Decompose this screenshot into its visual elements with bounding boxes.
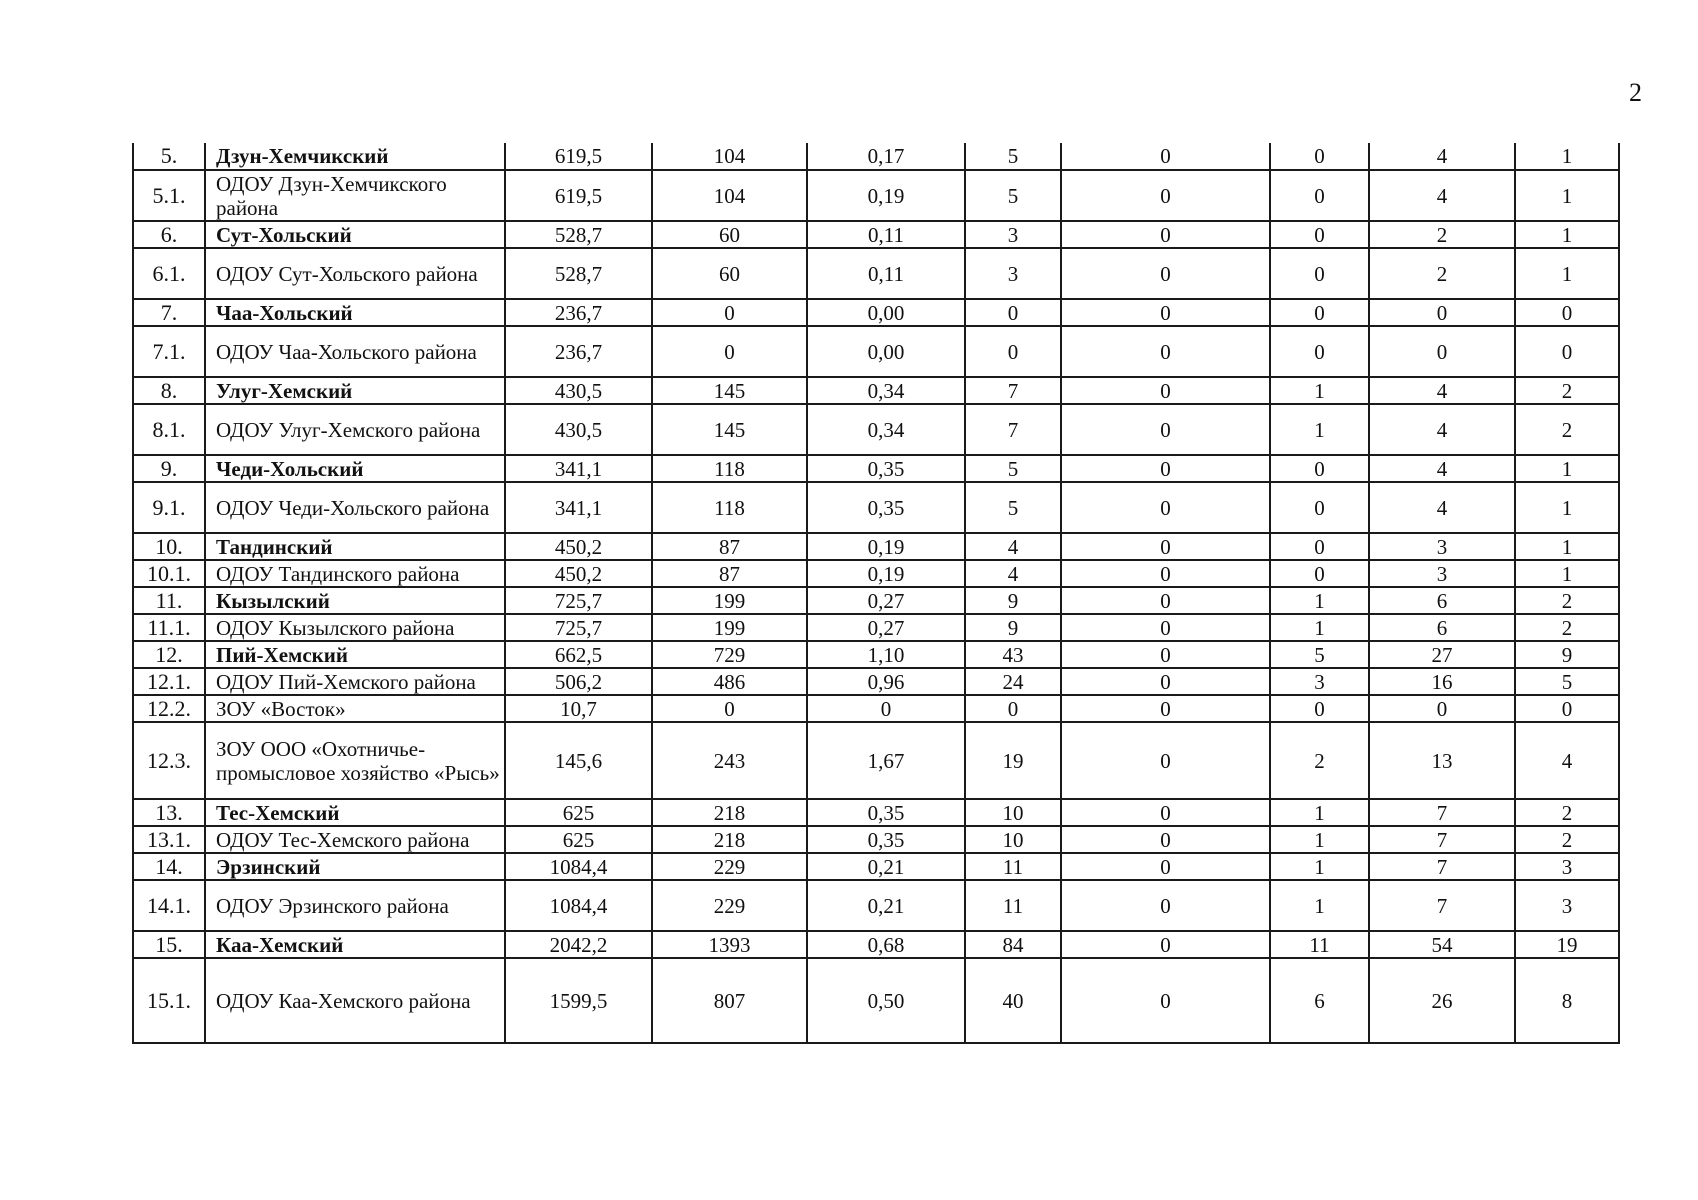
district-name-cell: Чаа-Хольский bbox=[205, 299, 505, 326]
value-cell: 0 bbox=[1369, 326, 1515, 377]
value-cell: 3 bbox=[965, 248, 1061, 299]
page-number: 2 bbox=[1629, 78, 1642, 107]
value-cell: 0 bbox=[1061, 931, 1270, 958]
value-cell: 0,68 bbox=[807, 931, 965, 958]
value-cell: 3 bbox=[965, 221, 1061, 248]
value-cell: 0,35 bbox=[807, 455, 965, 482]
value-cell: 4 bbox=[965, 560, 1061, 587]
value-cell: 0,21 bbox=[807, 853, 965, 880]
value-cell: 0,34 bbox=[807, 404, 965, 455]
value-cell: 0 bbox=[1061, 455, 1270, 482]
value-cell: 10 bbox=[965, 799, 1061, 826]
value-cell: 26 bbox=[1369, 958, 1515, 1043]
value-cell: 5 bbox=[1270, 641, 1369, 668]
value-cell: 9 bbox=[1515, 641, 1619, 668]
row-number-cell: 10. bbox=[133, 533, 205, 560]
district-name-cell: ОДОУ Дзун-Хемчикского района bbox=[205, 170, 505, 221]
table-row bbox=[133, 170, 1619, 221]
value-cell: 2 bbox=[1515, 404, 1619, 455]
district-name-cell: ОДОУ Тес-Хемского района bbox=[205, 826, 505, 853]
value-cell: 0,35 bbox=[807, 482, 965, 533]
value-cell: 0 bbox=[1369, 695, 1515, 722]
value-cell: 104 bbox=[652, 143, 807, 170]
value-cell: 9 bbox=[965, 587, 1061, 614]
value-cell: 1 bbox=[1270, 377, 1369, 404]
table-row bbox=[133, 482, 1619, 533]
table-row bbox=[133, 853, 1619, 880]
value-cell: 1 bbox=[1270, 799, 1369, 826]
row-number-cell: 5.1. bbox=[133, 170, 205, 221]
value-cell: 0 bbox=[1270, 299, 1369, 326]
value-cell: 7 bbox=[965, 377, 1061, 404]
row-number-cell: 8.1. bbox=[133, 404, 205, 455]
value-cell: 7 bbox=[1369, 826, 1515, 853]
value-cell: 60 bbox=[652, 221, 807, 248]
row-number-cell: 11. bbox=[133, 587, 205, 614]
district-name-cell: ОДОУ Сут-Хольского района bbox=[205, 248, 505, 299]
value-cell: 229 bbox=[652, 853, 807, 880]
table-row bbox=[133, 799, 1619, 826]
row-number-cell: 7. bbox=[133, 299, 205, 326]
value-cell: 341,1 bbox=[505, 455, 652, 482]
value-cell: 7 bbox=[1369, 799, 1515, 826]
value-cell: 0,21 bbox=[807, 880, 965, 931]
value-cell: 4 bbox=[1515, 722, 1619, 799]
value-cell: 0 bbox=[1270, 170, 1369, 221]
value-cell: 5 bbox=[965, 143, 1061, 170]
value-cell: 218 bbox=[652, 799, 807, 826]
value-cell: 2 bbox=[1515, 377, 1619, 404]
value-cell: 4 bbox=[1369, 170, 1515, 221]
value-cell: 1 bbox=[1515, 533, 1619, 560]
district-name-cell: Тандинский bbox=[205, 533, 505, 560]
row-number-cell: 6. bbox=[133, 221, 205, 248]
value-cell: 19 bbox=[1515, 931, 1619, 958]
row-number-cell: 7.1. bbox=[133, 326, 205, 377]
table-row bbox=[133, 931, 1619, 958]
value-cell: 9 bbox=[965, 614, 1061, 641]
value-cell: 13 bbox=[1369, 722, 1515, 799]
value-cell: 1 bbox=[1515, 248, 1619, 299]
value-cell: 1,10 bbox=[807, 641, 965, 668]
value-cell: 199 bbox=[652, 614, 807, 641]
district-name-cell: ОДОУ Улуг-Хемского района bbox=[205, 404, 505, 455]
table-row bbox=[133, 587, 1619, 614]
value-cell: 118 bbox=[652, 455, 807, 482]
value-cell: 725,7 bbox=[505, 614, 652, 641]
value-cell: 54 bbox=[1369, 931, 1515, 958]
value-cell: 0 bbox=[1061, 377, 1270, 404]
table-row bbox=[133, 299, 1619, 326]
value-cell: 4 bbox=[1369, 455, 1515, 482]
value-cell: 3 bbox=[1369, 560, 1515, 587]
value-cell: 3 bbox=[1270, 668, 1369, 695]
value-cell: 0 bbox=[652, 695, 807, 722]
value-cell: 11 bbox=[965, 880, 1061, 931]
value-cell: 2 bbox=[1369, 248, 1515, 299]
value-cell: 87 bbox=[652, 560, 807, 587]
row-number-cell: 9.1. bbox=[133, 482, 205, 533]
value-cell: 87 bbox=[652, 533, 807, 560]
value-cell: 0 bbox=[1270, 221, 1369, 248]
value-cell: 0 bbox=[1061, 326, 1270, 377]
value-cell: 0 bbox=[1061, 299, 1270, 326]
value-cell: 0,11 bbox=[807, 248, 965, 299]
district-name-cell: ЗОУ ООО «Охотничье-промысловое хозяйство «Рысь» bbox=[205, 722, 505, 799]
value-cell: 625 bbox=[505, 826, 652, 853]
value-cell: 0,00 bbox=[807, 299, 965, 326]
value-cell: 2 bbox=[1515, 587, 1619, 614]
table-row bbox=[133, 880, 1619, 931]
table-row bbox=[133, 722, 1619, 799]
value-cell: 1 bbox=[1270, 880, 1369, 931]
value-cell: 1 bbox=[1270, 826, 1369, 853]
value-cell: 0 bbox=[1061, 170, 1270, 221]
value-cell: 2 bbox=[1515, 614, 1619, 641]
value-cell: 0 bbox=[1270, 455, 1369, 482]
value-cell: 0 bbox=[1061, 722, 1270, 799]
value-cell: 0 bbox=[1061, 799, 1270, 826]
row-number-cell: 12.3. bbox=[133, 722, 205, 799]
table-row bbox=[133, 248, 1619, 299]
district-name-cell: Кызылский bbox=[205, 587, 505, 614]
value-cell: 430,5 bbox=[505, 377, 652, 404]
value-cell: 1 bbox=[1515, 143, 1619, 170]
value-cell: 0 bbox=[652, 299, 807, 326]
row-number-cell: 12.2. bbox=[133, 695, 205, 722]
value-cell: 1 bbox=[1270, 614, 1369, 641]
value-cell: 24 bbox=[965, 668, 1061, 695]
district-name-cell: ЗОУ «Восток» bbox=[205, 695, 505, 722]
value-cell: 243 bbox=[652, 722, 807, 799]
district-name-cell: Пий-Хемский bbox=[205, 641, 505, 668]
value-cell: 0,11 bbox=[807, 221, 965, 248]
value-cell: 0 bbox=[1061, 221, 1270, 248]
value-cell: 0 bbox=[1270, 482, 1369, 533]
table-row bbox=[133, 377, 1619, 404]
table-row bbox=[133, 455, 1619, 482]
value-cell: 2 bbox=[1369, 221, 1515, 248]
value-cell: 4 bbox=[1369, 404, 1515, 455]
row-number-cell: 13. bbox=[133, 799, 205, 826]
value-cell: 807 bbox=[652, 958, 807, 1043]
value-cell: 11 bbox=[965, 853, 1061, 880]
table-row bbox=[133, 221, 1619, 248]
value-cell: 0 bbox=[1061, 695, 1270, 722]
value-cell: 3 bbox=[1369, 533, 1515, 560]
district-name-cell: Тес-Хемский bbox=[205, 799, 505, 826]
value-cell: 1 bbox=[1515, 455, 1619, 482]
value-cell: 0 bbox=[1061, 587, 1270, 614]
value-cell: 0 bbox=[1061, 248, 1270, 299]
value-cell: 5 bbox=[965, 482, 1061, 533]
district-name-cell: ОДОУ Каа-Хемского района bbox=[205, 958, 505, 1043]
value-cell: 0 bbox=[1061, 958, 1270, 1043]
row-number-cell: 12. bbox=[133, 641, 205, 668]
table-row bbox=[133, 641, 1619, 668]
row-number-cell: 8. bbox=[133, 377, 205, 404]
district-name-cell: Эрзинский bbox=[205, 853, 505, 880]
value-cell: 1 bbox=[1270, 853, 1369, 880]
value-cell: 4 bbox=[965, 533, 1061, 560]
value-cell: 145 bbox=[652, 377, 807, 404]
table-row bbox=[133, 404, 1619, 455]
value-cell: 236,7 bbox=[505, 326, 652, 377]
value-cell: 1393 bbox=[652, 931, 807, 958]
value-cell: 3 bbox=[1515, 853, 1619, 880]
table-row bbox=[133, 958, 1619, 1043]
district-name-cell: Каа-Хемский bbox=[205, 931, 505, 958]
value-cell: 0 bbox=[1061, 641, 1270, 668]
value-cell: 0 bbox=[1061, 404, 1270, 455]
value-cell: 145 bbox=[652, 404, 807, 455]
district-name-cell: ОДОУ Тандинского района bbox=[205, 560, 505, 587]
value-cell: 3 bbox=[1515, 880, 1619, 931]
value-cell: 0 bbox=[1061, 533, 1270, 560]
value-cell: 0 bbox=[1270, 560, 1369, 587]
value-cell: 619,5 bbox=[505, 170, 652, 221]
value-cell: 8 bbox=[1515, 958, 1619, 1043]
value-cell: 1,67 bbox=[807, 722, 965, 799]
row-number-cell: 11.1. bbox=[133, 614, 205, 641]
row-number-cell: 10.1. bbox=[133, 560, 205, 587]
value-cell: 1 bbox=[1515, 560, 1619, 587]
value-cell: 2 bbox=[1515, 799, 1619, 826]
value-cell: 0,17 bbox=[807, 143, 965, 170]
value-cell: 0 bbox=[1369, 299, 1515, 326]
value-cell: 7 bbox=[1369, 853, 1515, 880]
value-cell: 729 bbox=[652, 641, 807, 668]
value-cell: 341,1 bbox=[505, 482, 652, 533]
value-cell: 84 bbox=[965, 931, 1061, 958]
value-cell: 0 bbox=[1515, 326, 1619, 377]
table-row bbox=[133, 695, 1619, 722]
value-cell: 0 bbox=[1515, 299, 1619, 326]
value-cell: 11 bbox=[1270, 931, 1369, 958]
value-cell: 0,96 bbox=[807, 668, 965, 695]
row-number-cell: 14.1. bbox=[133, 880, 205, 931]
value-cell: 16 bbox=[1369, 668, 1515, 695]
row-number-cell: 5. bbox=[133, 143, 205, 170]
value-cell: 0 bbox=[1515, 695, 1619, 722]
value-cell: 0 bbox=[965, 326, 1061, 377]
district-name-cell: ОДОУ Чеди-Хольского района bbox=[205, 482, 505, 533]
row-number-cell: 15. bbox=[133, 931, 205, 958]
table-row bbox=[133, 614, 1619, 641]
value-cell: 0,27 bbox=[807, 614, 965, 641]
value-cell: 0 bbox=[965, 299, 1061, 326]
value-cell: 6 bbox=[1270, 958, 1369, 1043]
value-cell: 4 bbox=[1369, 377, 1515, 404]
district-name-cell: Дзун-Хемчикский bbox=[205, 143, 505, 170]
row-number-cell: 15.1. bbox=[133, 958, 205, 1043]
row-number-cell: 6.1. bbox=[133, 248, 205, 299]
value-cell: 43 bbox=[965, 641, 1061, 668]
row-number-cell: 9. bbox=[133, 455, 205, 482]
value-cell: 27 bbox=[1369, 641, 1515, 668]
value-cell: 430,5 bbox=[505, 404, 652, 455]
value-cell: 5 bbox=[1515, 668, 1619, 695]
value-cell: 6 bbox=[1369, 587, 1515, 614]
value-cell: 0 bbox=[1061, 614, 1270, 641]
value-cell: 619,5 bbox=[505, 143, 652, 170]
value-cell: 6 bbox=[1369, 614, 1515, 641]
table-body bbox=[133, 143, 1619, 1043]
value-cell: 4 bbox=[1369, 482, 1515, 533]
value-cell: 0,19 bbox=[807, 560, 965, 587]
value-cell: 528,7 bbox=[505, 221, 652, 248]
value-cell: 4 bbox=[1369, 143, 1515, 170]
value-cell: 0,00 bbox=[807, 326, 965, 377]
value-cell: 7 bbox=[1369, 880, 1515, 931]
value-cell: 0 bbox=[1270, 695, 1369, 722]
value-cell: 0 bbox=[1270, 533, 1369, 560]
table-row bbox=[133, 668, 1619, 695]
table-row bbox=[133, 143, 1619, 170]
value-cell: 0,35 bbox=[807, 826, 965, 853]
value-cell: 10 bbox=[965, 826, 1061, 853]
value-cell: 0 bbox=[1270, 143, 1369, 170]
value-cell: 0 bbox=[1061, 853, 1270, 880]
district-name-cell: Улуг-Хемский bbox=[205, 377, 505, 404]
value-cell: 60 bbox=[652, 248, 807, 299]
value-cell: 145,6 bbox=[505, 722, 652, 799]
table-row bbox=[133, 560, 1619, 587]
district-name-cell: Сут-Хольский bbox=[205, 221, 505, 248]
value-cell: 7 bbox=[965, 404, 1061, 455]
value-cell: 0 bbox=[1270, 248, 1369, 299]
value-cell: 218 bbox=[652, 826, 807, 853]
value-cell: 199 bbox=[652, 587, 807, 614]
value-cell: 2 bbox=[1270, 722, 1369, 799]
value-cell: 0 bbox=[965, 695, 1061, 722]
value-cell: 2042,2 bbox=[505, 931, 652, 958]
value-cell: 0,50 bbox=[807, 958, 965, 1043]
district-name-cell: Чеди-Хольский bbox=[205, 455, 505, 482]
value-cell: 118 bbox=[652, 482, 807, 533]
value-cell: 625 bbox=[505, 799, 652, 826]
district-name-cell: ОДОУ Пий-Хемского района bbox=[205, 668, 505, 695]
value-cell: 0,27 bbox=[807, 587, 965, 614]
value-cell: 0 bbox=[1061, 560, 1270, 587]
value-cell: 5 bbox=[965, 170, 1061, 221]
value-cell: 725,7 bbox=[505, 587, 652, 614]
value-cell: 486 bbox=[652, 668, 807, 695]
value-cell: 229 bbox=[652, 880, 807, 931]
table-row bbox=[133, 533, 1619, 560]
value-cell: 1 bbox=[1515, 170, 1619, 221]
value-cell: 1599,5 bbox=[505, 958, 652, 1043]
value-cell: 5 bbox=[965, 455, 1061, 482]
table-row bbox=[133, 326, 1619, 377]
district-name-cell: ОДОУ Кызылского района bbox=[205, 614, 505, 641]
value-cell: 0,34 bbox=[807, 377, 965, 404]
value-cell: 2 bbox=[1515, 826, 1619, 853]
value-cell: 0 bbox=[1061, 668, 1270, 695]
data-table bbox=[132, 143, 1620, 1044]
row-number-cell: 14. bbox=[133, 853, 205, 880]
value-cell: 0,19 bbox=[807, 533, 965, 560]
value-cell: 10,7 bbox=[505, 695, 652, 722]
value-cell: 450,2 bbox=[505, 533, 652, 560]
district-name-cell: ОДОУ Эрзинского района bbox=[205, 880, 505, 931]
table-row bbox=[133, 826, 1619, 853]
value-cell: 0 bbox=[1061, 482, 1270, 533]
value-cell: 0,19 bbox=[807, 170, 965, 221]
row-number-cell: 13.1. bbox=[133, 826, 205, 853]
value-cell: 0 bbox=[1061, 826, 1270, 853]
value-cell: 0 bbox=[1270, 326, 1369, 377]
value-cell: 236,7 bbox=[505, 299, 652, 326]
value-cell: 662,5 bbox=[505, 641, 652, 668]
value-cell: 40 bbox=[965, 958, 1061, 1043]
value-cell: 1084,4 bbox=[505, 880, 652, 931]
district-name-cell: ОДОУ Чаа-Хольского района bbox=[205, 326, 505, 377]
value-cell: 450,2 bbox=[505, 560, 652, 587]
value-cell: 0 bbox=[1061, 143, 1270, 170]
value-cell: 19 bbox=[965, 722, 1061, 799]
value-cell: 528,7 bbox=[505, 248, 652, 299]
value-cell: 104 bbox=[652, 170, 807, 221]
value-cell: 1 bbox=[1515, 221, 1619, 248]
value-cell: 1 bbox=[1270, 587, 1369, 614]
value-cell: 0,35 bbox=[807, 799, 965, 826]
value-cell: 1 bbox=[1270, 404, 1369, 455]
value-cell: 0 bbox=[807, 695, 965, 722]
value-cell: 1 bbox=[1515, 482, 1619, 533]
value-cell: 1084,4 bbox=[505, 853, 652, 880]
value-cell: 506,2 bbox=[505, 668, 652, 695]
value-cell: 0 bbox=[1061, 880, 1270, 931]
value-cell: 0 bbox=[652, 326, 807, 377]
row-number-cell: 12.1. bbox=[133, 668, 205, 695]
